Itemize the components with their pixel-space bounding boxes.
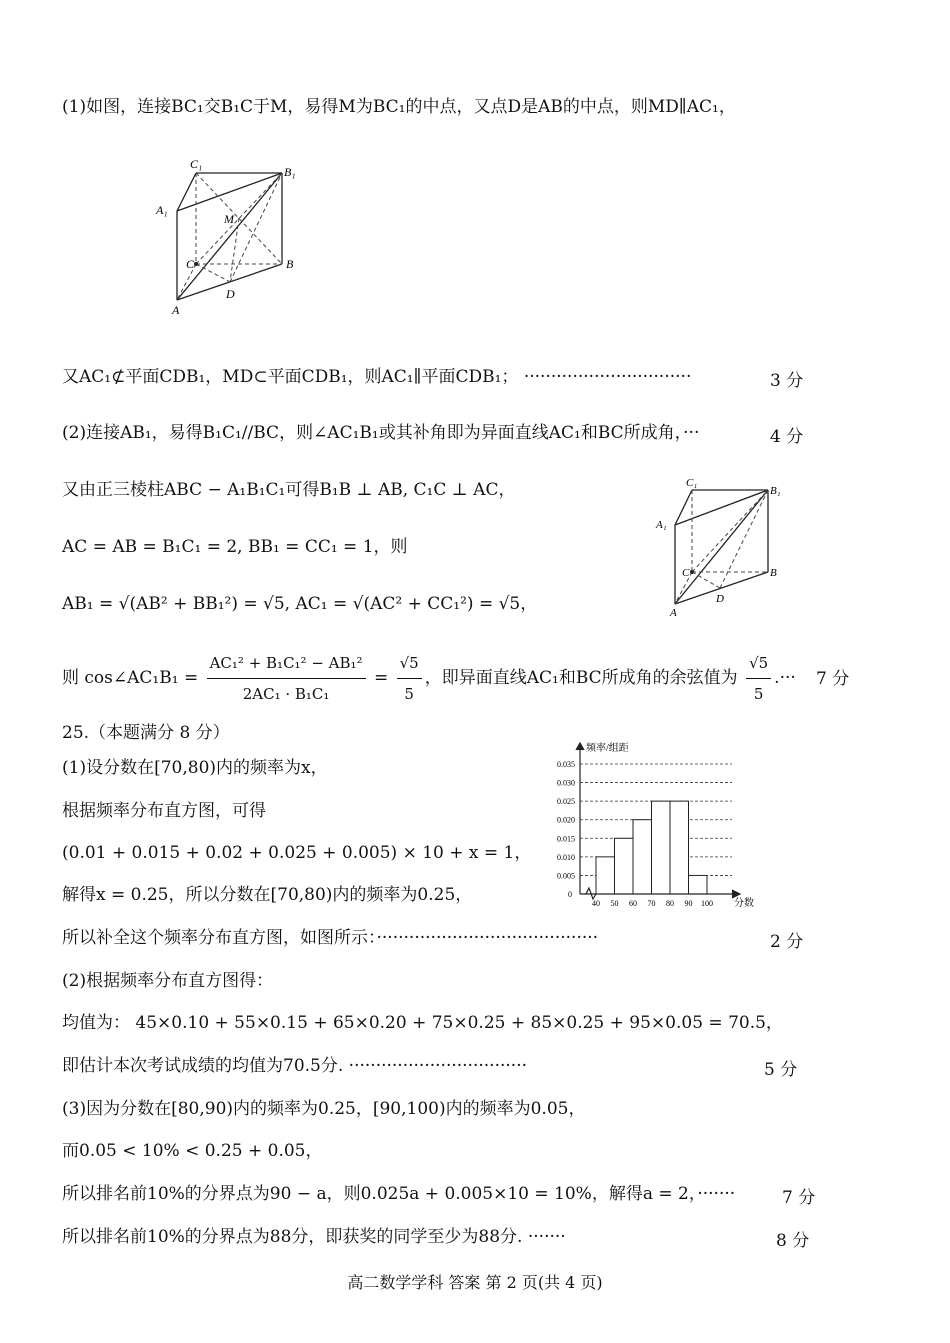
y-tick-label: 0.030 xyxy=(557,778,575,788)
p24-line3: (2)连接AB₁，易得B₁C₁//BC，则∠AC₁B₁或其补角即为异面直线AC₁和BC所成角，··· xyxy=(62,423,700,443)
page-footer: 高二数学学科 答案 第 2 页(共 4 页) xyxy=(347,1273,603,1292)
y-tick-label: 0.025 xyxy=(557,797,575,807)
prism-figure-1 xyxy=(150,150,320,320)
label-D: D xyxy=(716,593,724,605)
histogram-bar xyxy=(652,801,671,894)
p25-l11: 所以排名前10%的分界点为90 − a，则0.025a + 0.005×10 = 10%，解得a = 2，······· xyxy=(62,1184,736,1204)
dot-leader: ······························· xyxy=(523,367,692,387)
x-tick-label: 50 xyxy=(610,899,619,908)
dot-leader: .··· xyxy=(774,668,796,688)
p24-line5: AC = AB = B₁C₁ = 2, BB₁ = CC₁ = 1，则 xyxy=(62,537,408,557)
label-C: C xyxy=(682,567,690,579)
p25-l12: 所以排名前10%的分界点为88分，即获奖的同学至少为88分. ······· xyxy=(62,1227,566,1247)
p25-l10: 而0.05 < 10% < 0.25 + 0.05， xyxy=(62,1141,323,1161)
histogram-bar xyxy=(615,838,634,894)
p25-l1: (1)设分数在[70,80)内的频率为x， xyxy=(62,758,328,778)
p24-line2: 又AC₁⊄平面CDB₁，MD⊂平面CDB₁，则AC₁∥平面CDB₁； ······························· xyxy=(62,367,692,387)
y-tick-label: 0.015 xyxy=(557,834,575,844)
x-tick-label: 90 xyxy=(684,899,693,908)
p25-l3: (0.01 + 0.015 + 0.02 + 0.025 + 0.005) × 10 + x = 1， xyxy=(62,843,532,863)
p24-line6: AB₁ = √(AB² + BB₁²) = √5, AC₁ = √(AC² + CC₁²) = √5， xyxy=(62,594,538,614)
label-C1: C₁ xyxy=(686,477,698,489)
dot-leader: ······· xyxy=(697,1184,736,1204)
histogram-bar xyxy=(689,875,708,894)
label-B: B xyxy=(770,567,777,579)
p25-l9: (3)因为分数在[80,90)内的频率为0.25，[90,100)内的频率为0.05， xyxy=(62,1099,586,1119)
p24-line4: 又由正三棱柱ABC − A₁B₁C₁可得B₁B ⊥ AB, C₁C ⊥ AC， xyxy=(62,480,516,500)
p25-title: 25.（本题满分 8 分） xyxy=(62,723,230,743)
p25-l12-score: 8 分 xyxy=(776,1231,810,1251)
y-tick-label: 0.035 xyxy=(557,760,575,769)
p25-l8: 即估计本次考试成绩的均值为70.5分. ································· xyxy=(62,1056,527,1076)
label-D: D xyxy=(226,287,235,301)
dot-leader: ··· xyxy=(683,423,700,443)
p24-line7-score: 7 分 xyxy=(816,669,850,689)
label-M: M xyxy=(224,212,234,226)
label-C: C xyxy=(186,257,195,271)
p25-l11-score: 7 分 xyxy=(782,1188,816,1208)
p24-line2-score: 3 分 xyxy=(770,371,804,391)
x-tick-label: 70 xyxy=(647,899,656,908)
p24-line7: 则 cos∠AC₁B₁ = $\frac{\text{AC₁² + B₁C₁² − AB₁²}}{\text{2AC₁ · B₁C₁}}$ = $\frac{√5}{5}$ ，即异面直线AC₁和BC所成角的余弦值为 $\frac{√5}{5}$ .··· xyxy=(62,650,796,707)
p25-l6: (2)根据频率分布直方图得： xyxy=(62,971,274,991)
x-tick-label: 40 xyxy=(592,899,600,908)
label-B: B xyxy=(286,257,294,271)
histogram-bar xyxy=(633,820,652,894)
frequency-histogram xyxy=(540,740,760,915)
label-A: A xyxy=(172,303,180,317)
p25-l8-score: 5 分 xyxy=(764,1060,798,1080)
label-A1: A₁ xyxy=(656,519,667,531)
p25-l7: 均值为： 45×0.10 + 55×0.15 + 65×0.20 + 75×0.25 + 85×0.25 + 95×0.05 = 70.5， xyxy=(62,1013,783,1033)
x-tick-label: 100 xyxy=(701,899,713,908)
p24-line1: (1)如图，连接BC₁交B₁C于M，易得M为BC₁的中点，又点D是AB的中点，则MD∥AC₁， xyxy=(62,97,736,117)
prism-figure-2 xyxy=(650,474,800,624)
histogram-bar xyxy=(596,857,615,894)
dot-leader: ································· xyxy=(348,1056,527,1076)
label-C1: C₁ xyxy=(190,157,203,171)
p25-l4: 解得x = 0.25，所以分数在[70,80)内的频率为0.25， xyxy=(62,885,473,905)
histogram-bar xyxy=(670,801,689,894)
label-A1: A₁ xyxy=(156,203,168,217)
label-B1: B₁ xyxy=(770,485,781,497)
x-tick-label: 80 xyxy=(666,899,674,908)
dot-leader: ······· xyxy=(527,1227,566,1247)
y-tick-label: 0.020 xyxy=(557,815,575,825)
dot-leader: ········································· xyxy=(376,928,599,948)
p25-l5: 所以补全这个频率分布直方图，如图所示：········································· xyxy=(62,928,599,948)
y-tick-label: 0 xyxy=(568,890,572,899)
p25-l2: 根据频率分布直方图，可得 xyxy=(62,801,266,821)
p24-line3-score: 4 分 xyxy=(770,427,804,447)
label-B1: B₁ xyxy=(284,165,296,179)
y-tick-label: 0.005 xyxy=(557,871,575,881)
y-tick-label: 0.010 xyxy=(557,852,575,862)
label-A: A xyxy=(670,607,677,619)
x-axis-label: 分数 xyxy=(734,898,754,909)
y-axis-label: 频率/组距 xyxy=(586,743,629,754)
x-tick-label: 60 xyxy=(629,899,637,908)
p25-l5-score: 2 分 xyxy=(770,932,804,952)
